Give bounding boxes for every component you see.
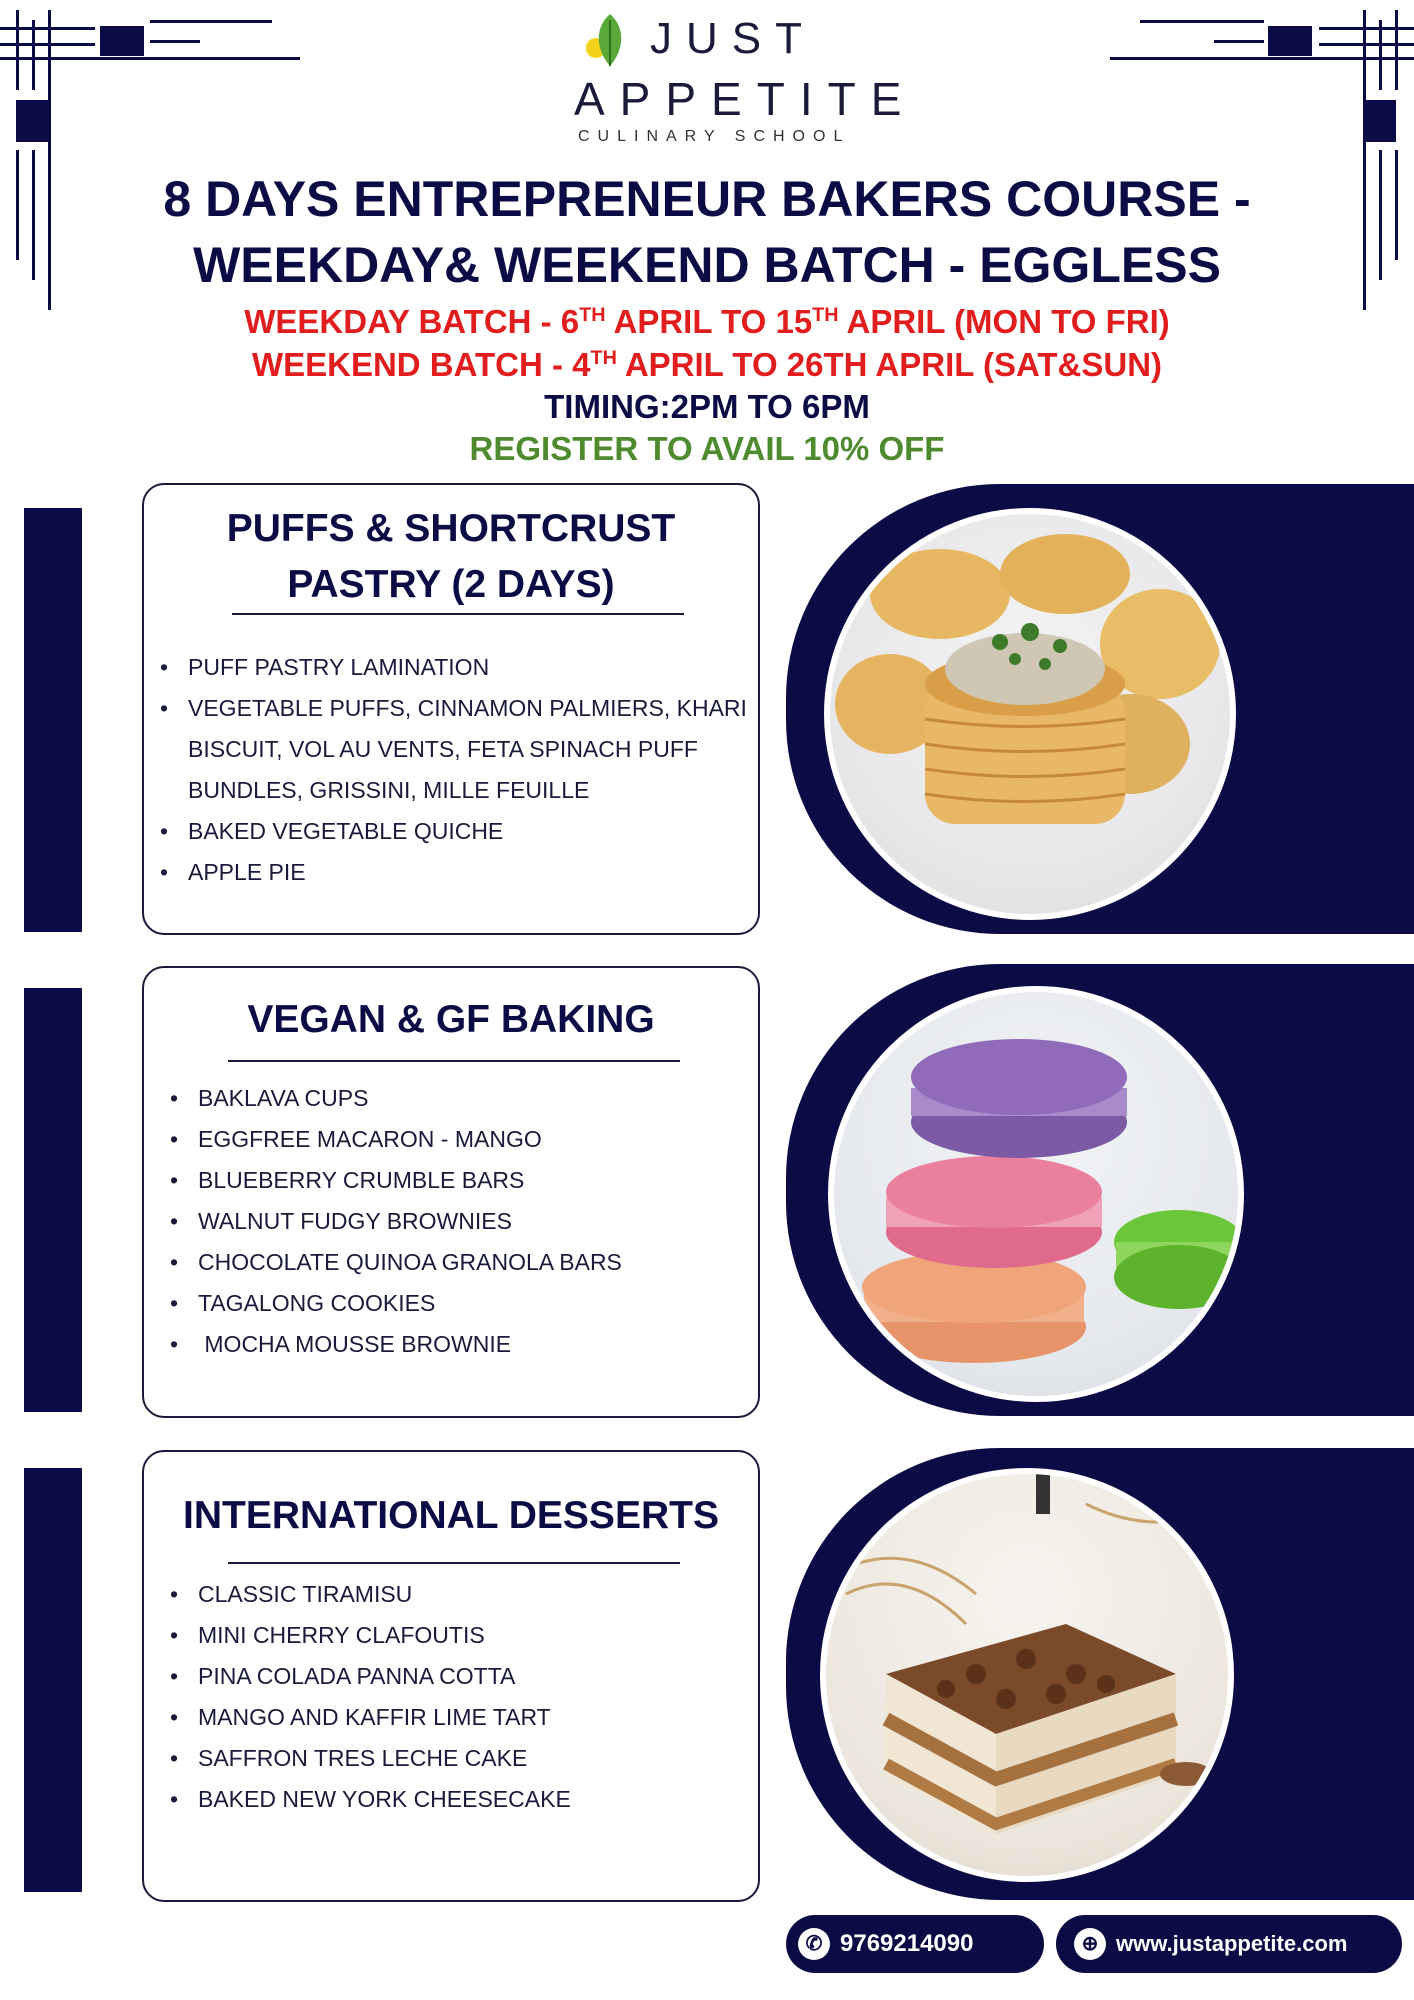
section-2-list (198, 1078, 622, 1365)
website-pill[interactable] (1056, 1915, 1402, 1973)
macarons-illustration (834, 992, 1238, 1396)
offer-text: REGISTER TO AVAIL 10% OFF (469, 430, 945, 467)
list-item: • TAGALONG COOKIES (198, 1283, 622, 1324)
list-item: • BLUEBERRY CRUMBLE BARS (198, 1160, 622, 1201)
list-item: • APPLE PIE (188, 852, 747, 893)
section-1-title-line1: PUFFS & SHORTCRUST (226, 507, 676, 550)
list-item: • SAFFRON TRES LECHE CAKE (198, 1738, 571, 1779)
page-title-line2: WEEKDAY& WEEKEND BATCH - EGGLESS (193, 237, 1221, 293)
section-2-title: VEGAN & GF BAKING (247, 998, 655, 1041)
weekend-prefix: WEEKEND BATCH - 4 (251, 346, 591, 383)
section-1-rule (232, 613, 684, 615)
weekend-suffix: APRIL TO 26TH APRIL (SAT&SUN) (616, 346, 1163, 383)
globe-icon: ⊕ (1074, 1928, 1106, 1960)
list-item: • PUFF PASTRY LAMINATION (188, 647, 747, 688)
section-3-side-bar (24, 1468, 82, 1892)
tiramisu-photo (820, 1468, 1234, 1882)
weekday-batch (0, 301, 1414, 343)
vol-au-vent-illustration (830, 514, 1230, 914)
leaf-icon (584, 10, 628, 70)
weekday-sup1: TH (579, 304, 606, 326)
website-link[interactable]: www.justappetite.com (1116, 1931, 1348, 1956)
list-item: • BAKLAVA CUPS (198, 1078, 622, 1119)
list-item: • EGGFREE MACARON - MANGO (198, 1119, 622, 1160)
weekend-sup1: TH (590, 347, 617, 369)
phone-pill[interactable] (786, 1915, 1044, 1973)
list-item: • MANGO AND KAFFIR LIME TART (198, 1697, 571, 1738)
weekday-mid: APRIL TO 15 (605, 303, 813, 340)
tiramisu-illustration (826, 1474, 1228, 1876)
page-title-line1: 8 DAYS ENTREPRENEUR BAKERS COURSE - (163, 171, 1251, 227)
section-3-list (198, 1574, 571, 1820)
section-2-side-bar (24, 988, 82, 1412)
vol-au-vent-photo (824, 508, 1236, 920)
section-card-2 (142, 966, 760, 1418)
macarons-photo (828, 986, 1244, 1402)
list-item: • BAKED VEGETABLE QUICHE (188, 811, 747, 852)
list-item-continued: BISCUIT, VOL AU VENTS, FETA SPINACH PUFF (188, 736, 698, 762)
phone-icon: ✆ (798, 1928, 830, 1960)
section-3-title: INTERNATIONAL DESSERTS (183, 1494, 719, 1537)
list-item-continued: BUNDLES, GRISSINI, MILLE FEUILLE (188, 777, 590, 803)
list-item: • VEGETABLE PUFFS, CINNAMON PALMIERS, KHARI (188, 688, 747, 729)
section-card-3 (142, 1450, 760, 1902)
list-item: • BAKED NEW YORK CHEESECAKE (198, 1779, 571, 1820)
section-1-list (188, 647, 747, 893)
timing: TIMING:2PM TO 6PM (544, 388, 870, 425)
logo-text-appetite: APPETITE (574, 73, 917, 125)
section-card-1 (142, 483, 760, 935)
list-item: • MOCHA MOUSSE BROWNIE (198, 1324, 622, 1365)
list-item: • PINA COLADA PANNA COTTA (198, 1656, 571, 1697)
list-item: • MINI CHERRY CLAFOUTIS (198, 1615, 571, 1656)
section-1-title-line2: PASTRY (2 DAYS) (287, 563, 615, 606)
list-item: • WALNUT FUDGY BROWNIES (198, 1201, 622, 1242)
logo-text-school: CULINARY SCHOOL (578, 128, 851, 145)
list-item: • CLASSIC TIRAMISU (198, 1574, 571, 1615)
logo-text-just: JUST (650, 14, 816, 63)
weekend-batch (0, 344, 1414, 386)
list-item: • CHOCOLATE QUINOA GRANOLA BARS (198, 1242, 622, 1283)
section-1-side-bar (24, 508, 82, 932)
section-3-rule (228, 1562, 680, 1564)
weekday-sup2: TH (812, 304, 839, 326)
phone-number: 9769214090 (840, 1930, 974, 1957)
weekday-suffix: APRIL (MON TO FRI) (838, 303, 1170, 340)
section-2-rule (228, 1060, 680, 1062)
weekday-prefix: WEEKDAY BATCH - 6 (244, 303, 580, 340)
